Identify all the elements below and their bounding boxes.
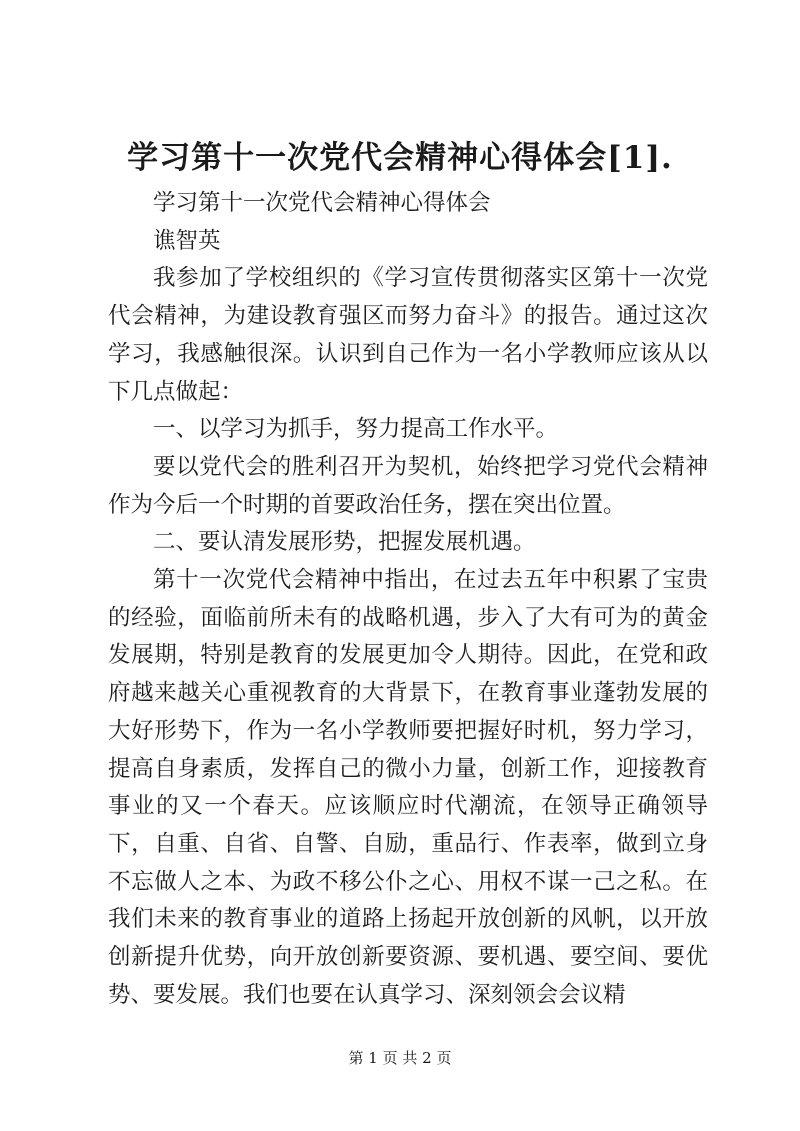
document-body: [108, 185, 708, 1014]
section-heading-1: 一、以学习为抓手，努力提高工作水平。: [153, 416, 559, 443]
paragraph-1: 要以党代会的胜利召开为契机，始终把学习党代会精神作为今后一个时期的首要政治任务，摆在突出位置。: [108, 453, 708, 518]
paragraph-2: 第十一次党代会精神中指出，在过去五年中积累了宝贵的经验，面临前所未有的战略机遇，步入了大有可为的黄金发展期，特别是教育的发展更加令人期待。因此，在党和政府越来越关心重视教育的大背景下，在教育事业蓬勃发展的大好形势下，作为一名小学教师要把握好时机，努力学习，提高自身素质，发挥自己的微小力量，创新工作，迎接教育事业的又一个春天。应该顺应时代潮流，在领导正确领导下，自重、自省、自警、自励，重品行、作表率，做到立身不忘做人之本、为政不移公仆之心、用权不谋一己之私。在我们未来的教育事业的道路上扬起开放创新的风帆，以开放创新提升优势，向开放创新要资源、要机遇、要空间、要优势、要发展。我们也要在认真学习、深刻领会会议精: [108, 567, 708, 1008]
section-heading-2: 二、要认清发展形势，把握发展机遇。: [153, 529, 536, 556]
page-title: 学习第十一次党代会精神心得体会[1].: [127, 140, 673, 176]
page-footer: 第 1 页 共 2 页: [348, 1049, 452, 1067]
paragraph-intro: 我参加了学校组织的《学习宣传贯彻落实区第十一次党代会精神，为建设教育强区而努力奋斗》的报告。通过这次学习，我感触很深。认识到自己作为一名小学教师应该从以下几点做起：: [108, 265, 708, 405]
author-name: 谯智英: [153, 227, 221, 254]
subtitle: 学习第十一次党代会精神心得体会: [153, 190, 491, 216]
